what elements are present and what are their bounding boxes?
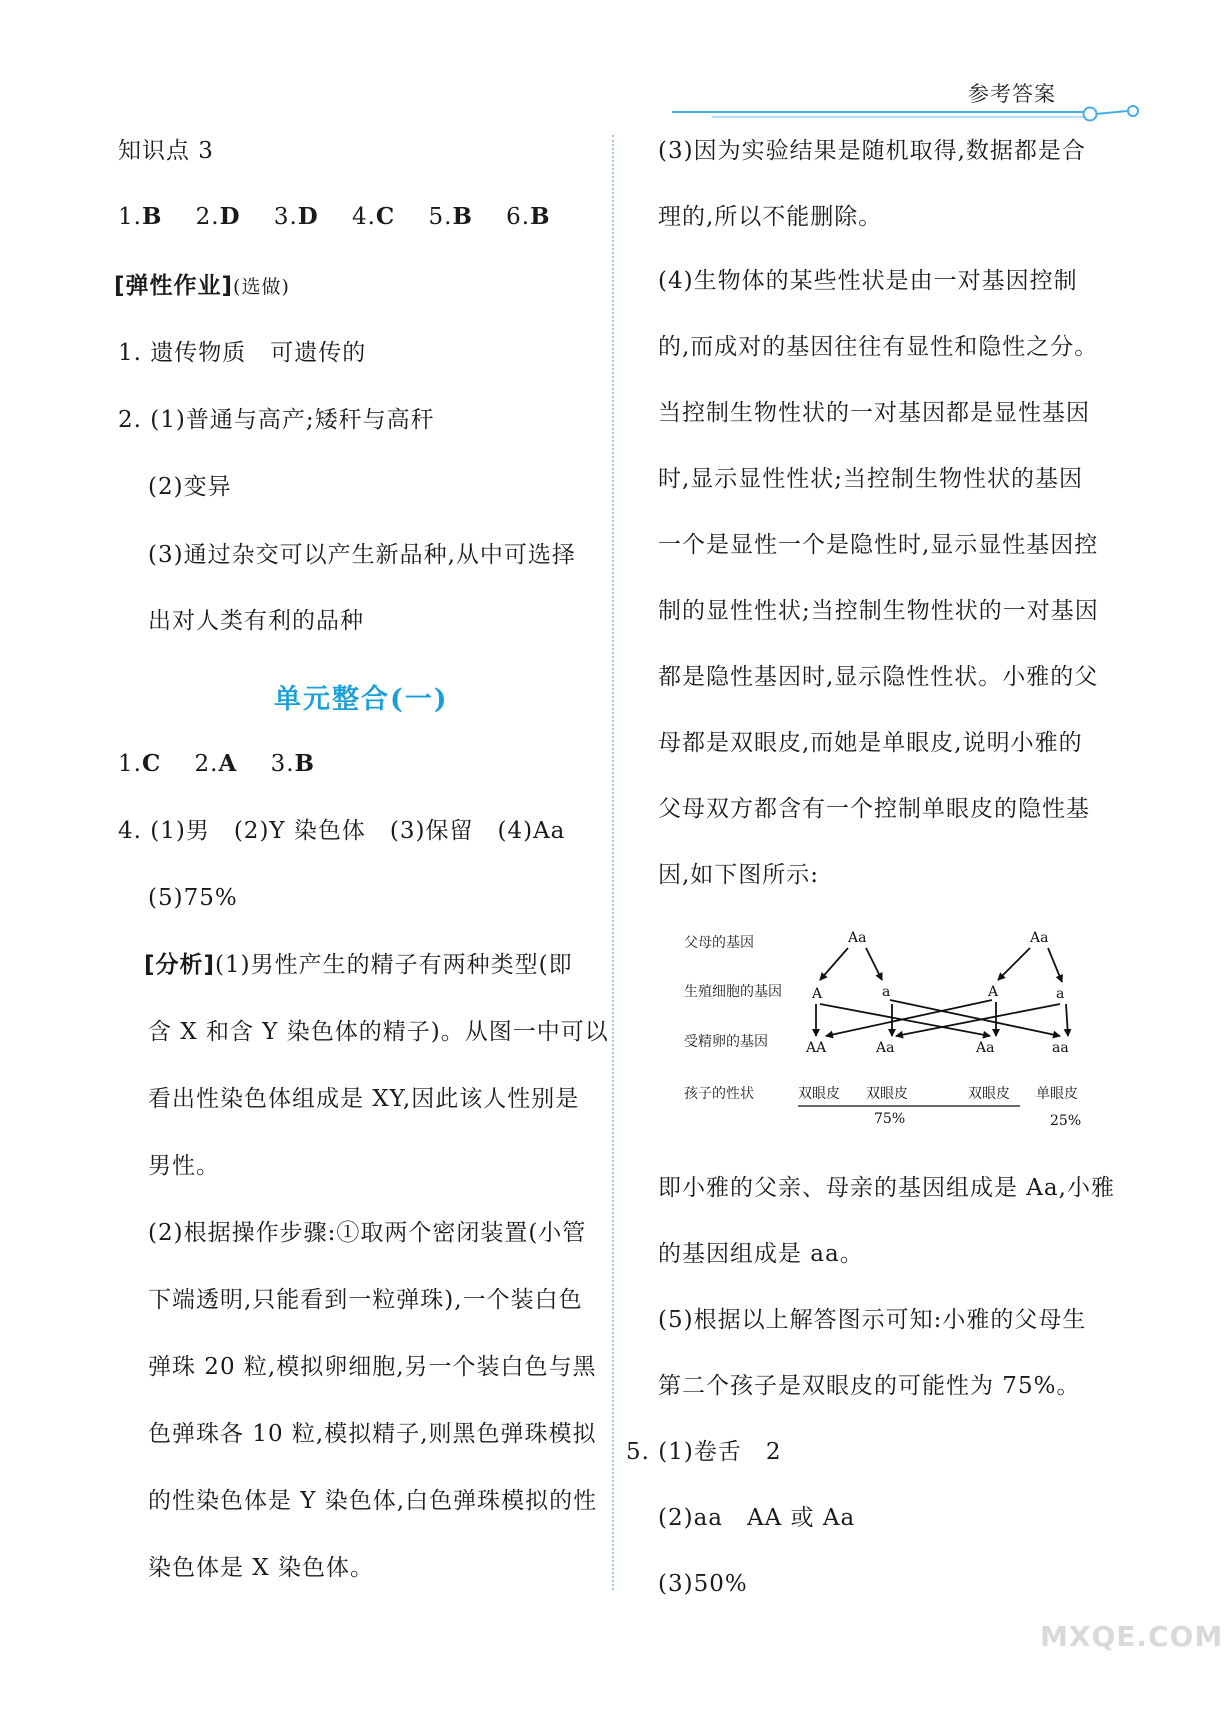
paragraph-line: (2)根据操作步骤:①取两个密闭装置(小管 bbox=[148, 1220, 587, 1246]
watermark: MXQE.COM bbox=[1040, 1620, 1224, 1653]
paragraph-line: 的性染色体是 Y 染色体,白色弹珠模拟的性 bbox=[148, 1488, 598, 1514]
mc-num: 5. bbox=[428, 204, 453, 230]
paragraph-line: 下端透明,只能看到一粒弹珠),一个装白色 bbox=[148, 1287, 583, 1313]
percent-dominant: 75% bbox=[874, 1111, 906, 1127]
gamete-allele: A bbox=[988, 984, 999, 1000]
unit-mc-row bbox=[118, 749, 315, 779]
elastic-homework-note: (选做) bbox=[233, 276, 290, 298]
paragraph-line: 即小雅的父亲、母亲的基因组成是 Aa,小雅 bbox=[658, 1175, 1115, 1201]
mc-answer: B bbox=[141, 203, 163, 230]
paragraph-line: 弹珠 20 粒,模拟卵细胞,另一个装白色与黑 bbox=[148, 1354, 597, 1380]
child-trait: 双眼皮 bbox=[798, 1086, 840, 1102]
paragraph-line: (4)生物体的某些性状是由一对基因控制 bbox=[658, 268, 1078, 294]
row-label-parents: 父母的基因 bbox=[684, 935, 754, 951]
paragraph-line: 母都是双眼皮,而她是单眼皮,说明小雅的 bbox=[658, 730, 1083, 756]
mc-num: 3. bbox=[273, 204, 298, 230]
zygote-genotype: Aa bbox=[876, 1040, 895, 1056]
paragraph-line: 的基因组成是 aa。 bbox=[658, 1241, 864, 1267]
paragraph-line: (3)因为实验结果是随机取得,数据都是合 bbox=[658, 138, 1086, 164]
header-title: 参考答案 bbox=[968, 82, 1056, 106]
paragraph-line: 制的显性性状;当控制生物性状的一对基因 bbox=[658, 598, 1099, 624]
row-label-zygotes: 受精卵的基因 bbox=[684, 1034, 768, 1050]
answer-line: 5. (1)卷舌 2 bbox=[626, 1439, 782, 1465]
paragraph-line: 男性。 bbox=[148, 1153, 220, 1179]
analysis-label: [分析] bbox=[144, 952, 216, 978]
paragraph-line: 因,如下图所示: bbox=[658, 862, 820, 888]
answer-line: (2)变异 bbox=[148, 474, 232, 500]
row-label-traits: 孩子的性状 bbox=[684, 1086, 754, 1102]
answer-line: (2)aa AA 或 Aa bbox=[658, 1505, 856, 1531]
gamete-allele: A bbox=[812, 986, 823, 1002]
paragraph-line: 父母双方都含有一个控制单眼皮的隐性基 bbox=[658, 796, 1090, 822]
elastic-homework-label: [弹性作业] bbox=[114, 273, 234, 299]
mc-num: 6. bbox=[506, 204, 531, 230]
paragraph-line: 含 X 和含 Y 染色体的精子)。从图一中可以 bbox=[148, 1019, 609, 1045]
mc-answer: D bbox=[219, 203, 241, 230]
analysis-line bbox=[144, 950, 573, 980]
answer-line: 4. (1)男 (2)Y 染色体 (3)保留 (4)Aa bbox=[118, 818, 566, 844]
knowledge-point-title: 知识点 3 bbox=[118, 138, 214, 164]
paragraph-line: 第二个孩子是双眼皮的可能性为 75%。 bbox=[658, 1373, 1081, 1399]
paragraph-line: 看出性染色体组成是 XY,因此该人性别是 bbox=[148, 1086, 580, 1112]
paragraph-line: 的,而成对的基因往往有显性和隐性之分。 bbox=[658, 334, 1099, 360]
inheritance-diagram bbox=[670, 920, 1100, 1130]
mc-num: 2. bbox=[194, 751, 219, 777]
mc-answer: A bbox=[218, 750, 238, 777]
paragraph-line: 当控制生物性状的一对基因都是显性基因 bbox=[658, 400, 1090, 426]
answer-line: 2. (1)普通与高产;矮秆与高秆 bbox=[118, 407, 435, 433]
mc-answer: C bbox=[141, 750, 162, 777]
zygote-genotype: aa bbox=[1052, 1040, 1069, 1056]
answer-line: (3)通过杂交可以产生新品种,从中可选择 bbox=[148, 542, 576, 568]
paragraph-line: 都是隐性基因时,显示隐性性状。小雅的父 bbox=[658, 664, 1099, 690]
gamete-allele: a bbox=[1056, 986, 1065, 1002]
elastic-homework-heading bbox=[114, 271, 290, 302]
section-title: 单元整合(一) bbox=[274, 684, 449, 715]
mc-answer: C bbox=[375, 203, 396, 230]
column-divider bbox=[612, 135, 614, 1590]
answer-line: 1. 遗传物质 可遗传的 bbox=[118, 340, 367, 366]
mc-answer: B bbox=[530, 203, 551, 230]
paragraph-line: 理的,所以不能删除。 bbox=[658, 204, 883, 230]
zygote-genotype: AA bbox=[806, 1040, 827, 1056]
analysis-text: (1)男性产生的精子有两种类型(即 bbox=[215, 952, 573, 978]
mc-num: 3. bbox=[270, 751, 295, 777]
mc-answer: B bbox=[452, 203, 473, 230]
mc-num: 1. bbox=[118, 204, 142, 230]
mc-num: 2. bbox=[195, 204, 220, 230]
mc-answer-row bbox=[118, 202, 551, 232]
answer-line: (5)75% bbox=[148, 885, 238, 911]
answer-line: (3)50% bbox=[658, 1571, 748, 1597]
row-label-gametes: 生殖细胞的基因 bbox=[684, 984, 782, 1000]
zygote-genotype: Aa bbox=[976, 1040, 995, 1056]
gamete-allele: a bbox=[882, 984, 891, 1000]
percent-recessive: 25% bbox=[1050, 1113, 1082, 1129]
child-trait: 单眼皮 bbox=[1036, 1086, 1078, 1102]
paragraph-line: 染色体是 X 染色体。 bbox=[148, 1555, 374, 1581]
paragraph-line: 色弹珠各 10 粒,模拟精子,则黑色弹珠模拟 bbox=[148, 1421, 597, 1447]
mc-num: 4. bbox=[351, 204, 376, 230]
inheritance-arrows bbox=[816, 948, 1068, 1036]
mc-answer: D bbox=[297, 203, 319, 230]
header-rule-decoration bbox=[0, 0, 1224, 130]
child-trait: 双眼皮 bbox=[866, 1086, 908, 1102]
mc-num: 1. bbox=[118, 751, 142, 777]
answer-line: 出对人类有利的品种 bbox=[148, 608, 364, 634]
paragraph-line: 时,显示显性性状;当控制生物性状的基因 bbox=[658, 466, 1084, 492]
mc-answer: B bbox=[294, 750, 315, 777]
paragraph-line: (5)根据以上解答图示可知:小雅的父母生 bbox=[658, 1307, 1087, 1333]
parent-genotype: Aa bbox=[848, 930, 867, 946]
parent-genotype: Aa bbox=[1030, 930, 1049, 946]
child-trait: 双眼皮 bbox=[968, 1086, 1010, 1102]
paragraph-line: 一个是显性一个是隐性时,显示显性基因控 bbox=[658, 532, 1099, 558]
